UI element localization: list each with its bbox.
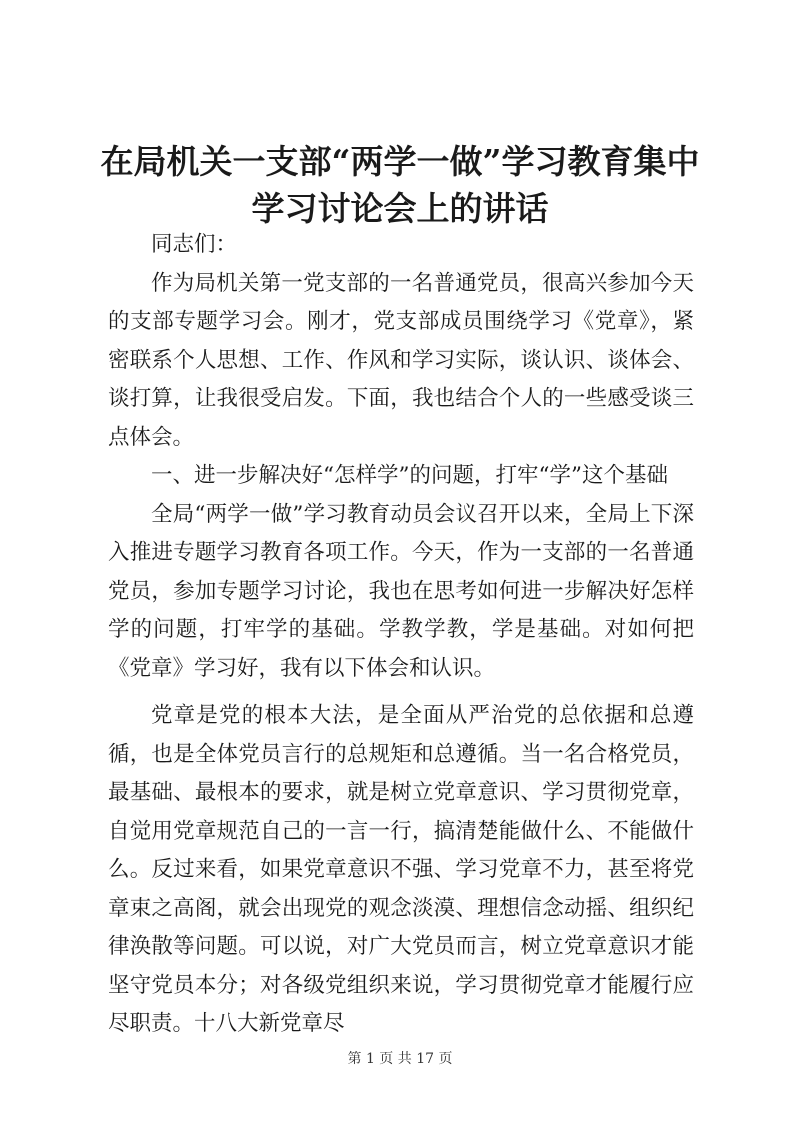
paragraph-party-constitution: 党章是党的根本大法，是全面从严治党的总依据和总遵循，也是全体党员言行的总规矩和总遵循。当一名合格党员，最基础、最根本的要求，就是树立党章意识、学习贯彻党章，自觉用党章规范自己的一言一行，搞清楚能做什么、不能做什么。反过来看，如果党章意识不强、学习党章不力，甚至将党章束之高阁，就会出现党的观念淡漠、理想信念动摇、组织纪律涣散等问题。可以说，对广大党员而言，树立党章意识才能坚守党员本分；对各级党组织来说，学习贯彻党章才能履行应尽职责。十八大新党章尽 — [108, 703, 694, 1036]
section-heading-1: 一、进一步解决好“怎样学”的问题，打牢“学”这个基础 — [151, 463, 668, 488]
document-body — [108, 226, 694, 1044]
salutation: 同志们： — [151, 232, 238, 257]
document-title: 在局机关一支部“两学一做”学习教育集中学习讨论会上的讲话 — [100, 142, 700, 228]
paragraph-intro: 作为局机关第一党支部的一名普通党员，很高兴参加今天的支部专题学习会。刚才，党支部成员围绕学习《党章》，紧密联系个人思想、工作、作风和学习实际，谈认识、谈体会、谈打算，让我很受启发。下面，我也结合个人的一些感受谈三点体会。 — [108, 270, 694, 450]
page-footer: 第 1 页 共 17 页 — [347, 1051, 453, 1067]
paragraph-section-1: 全局“两学一做”学习教育动员会议召开以来，全局上下深入推进专题学习教育各项工作。今天，作为一支部的一名普通党员，参加专题学习讨论，我也在思考如何进一步解决好怎样学的问题，打牢学的基础。学教学教，学是基础。对如何把《党章》学习好，我有以下体会和认识。 — [108, 501, 694, 681]
